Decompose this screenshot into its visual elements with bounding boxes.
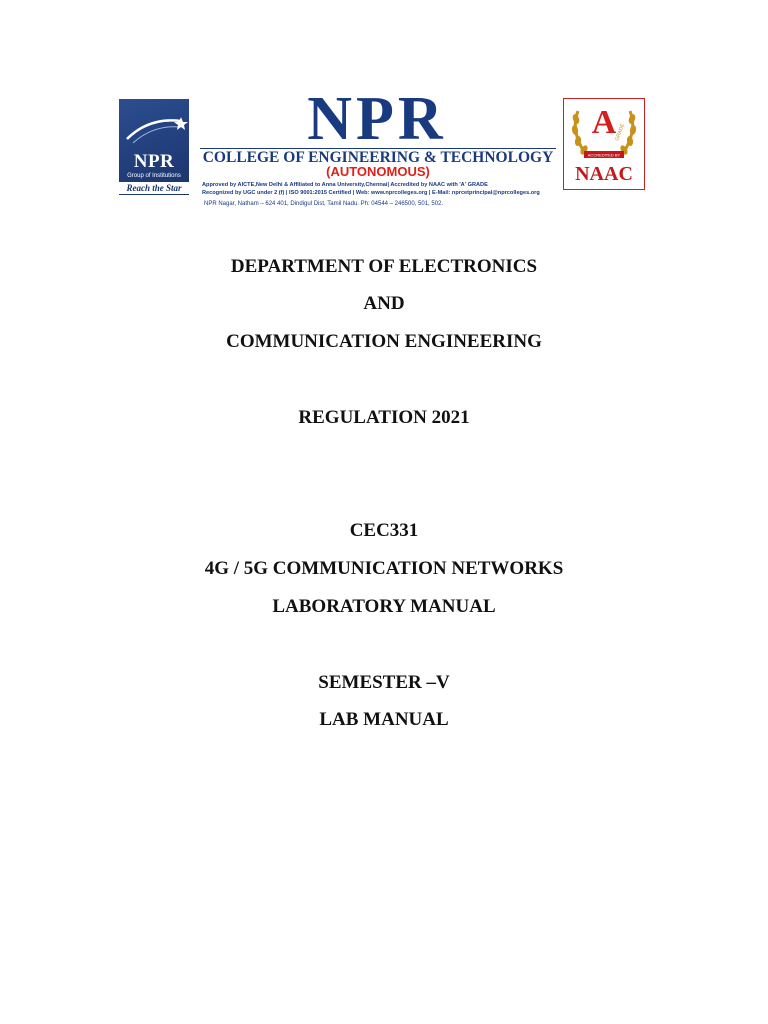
recognized-line: Recognized by UGC under 2 (f) | ISO 9001:2015 Certified | Web: www.nprcolleges.org | E-Mail: nprcetprincipal@nprcolleges.org xyxy=(202,190,540,196)
department-line-2: AND xyxy=(363,293,405,314)
department-line-1: DEPARTMENT OF ELECTRONICS xyxy=(230,256,538,277)
course-type: LABORATORY MANUAL xyxy=(272,596,496,617)
npr-tagline: Reach the Star xyxy=(119,182,189,194)
college-header xyxy=(96,85,660,216)
naac-text: NAAC xyxy=(575,163,633,185)
college-name: COLLEGE OF ENGINEERING & TECHNOLOGY xyxy=(200,148,556,166)
naac-grade-word: GRADE xyxy=(614,122,626,142)
star-arc-icon xyxy=(119,99,189,195)
naac-accredited-text: ACCREDITED BY xyxy=(587,152,621,158)
autonomous-label: (AUTONOMOUS) xyxy=(326,164,430,179)
course-title: 4G / 5G COMMUNICATION NETWORKS xyxy=(204,558,564,579)
accreditation-lines xyxy=(202,181,562,197)
npr-logo-subtext: Group of Institutions xyxy=(127,173,181,179)
semester: SEMESTER –V xyxy=(318,672,450,693)
department-line-3: COMMUNICATION ENGINEERING xyxy=(226,331,542,352)
college-address: NPR Nagar, Natham – 624 401, Dindigul Dist, Tamil Nadu. Ph: 04544 – 246500, 501, 502. xyxy=(204,201,444,207)
npr-logo-text: NPR xyxy=(133,151,175,172)
regulation: REGULATION 2021 xyxy=(298,407,470,428)
npr-group-logo xyxy=(119,99,189,195)
brand-title: NPR xyxy=(307,85,447,153)
course-code: CEC331 xyxy=(349,520,419,541)
lab-manual: LAB MANUAL xyxy=(319,709,449,730)
naac-grade: A xyxy=(591,104,617,141)
naac-logo xyxy=(563,98,645,190)
approved-line: Approved by AICTE,New Delhi & Affiliated to Anna University,Chennai| Accredited by NAAC with 'A' GRADE xyxy=(202,182,488,188)
